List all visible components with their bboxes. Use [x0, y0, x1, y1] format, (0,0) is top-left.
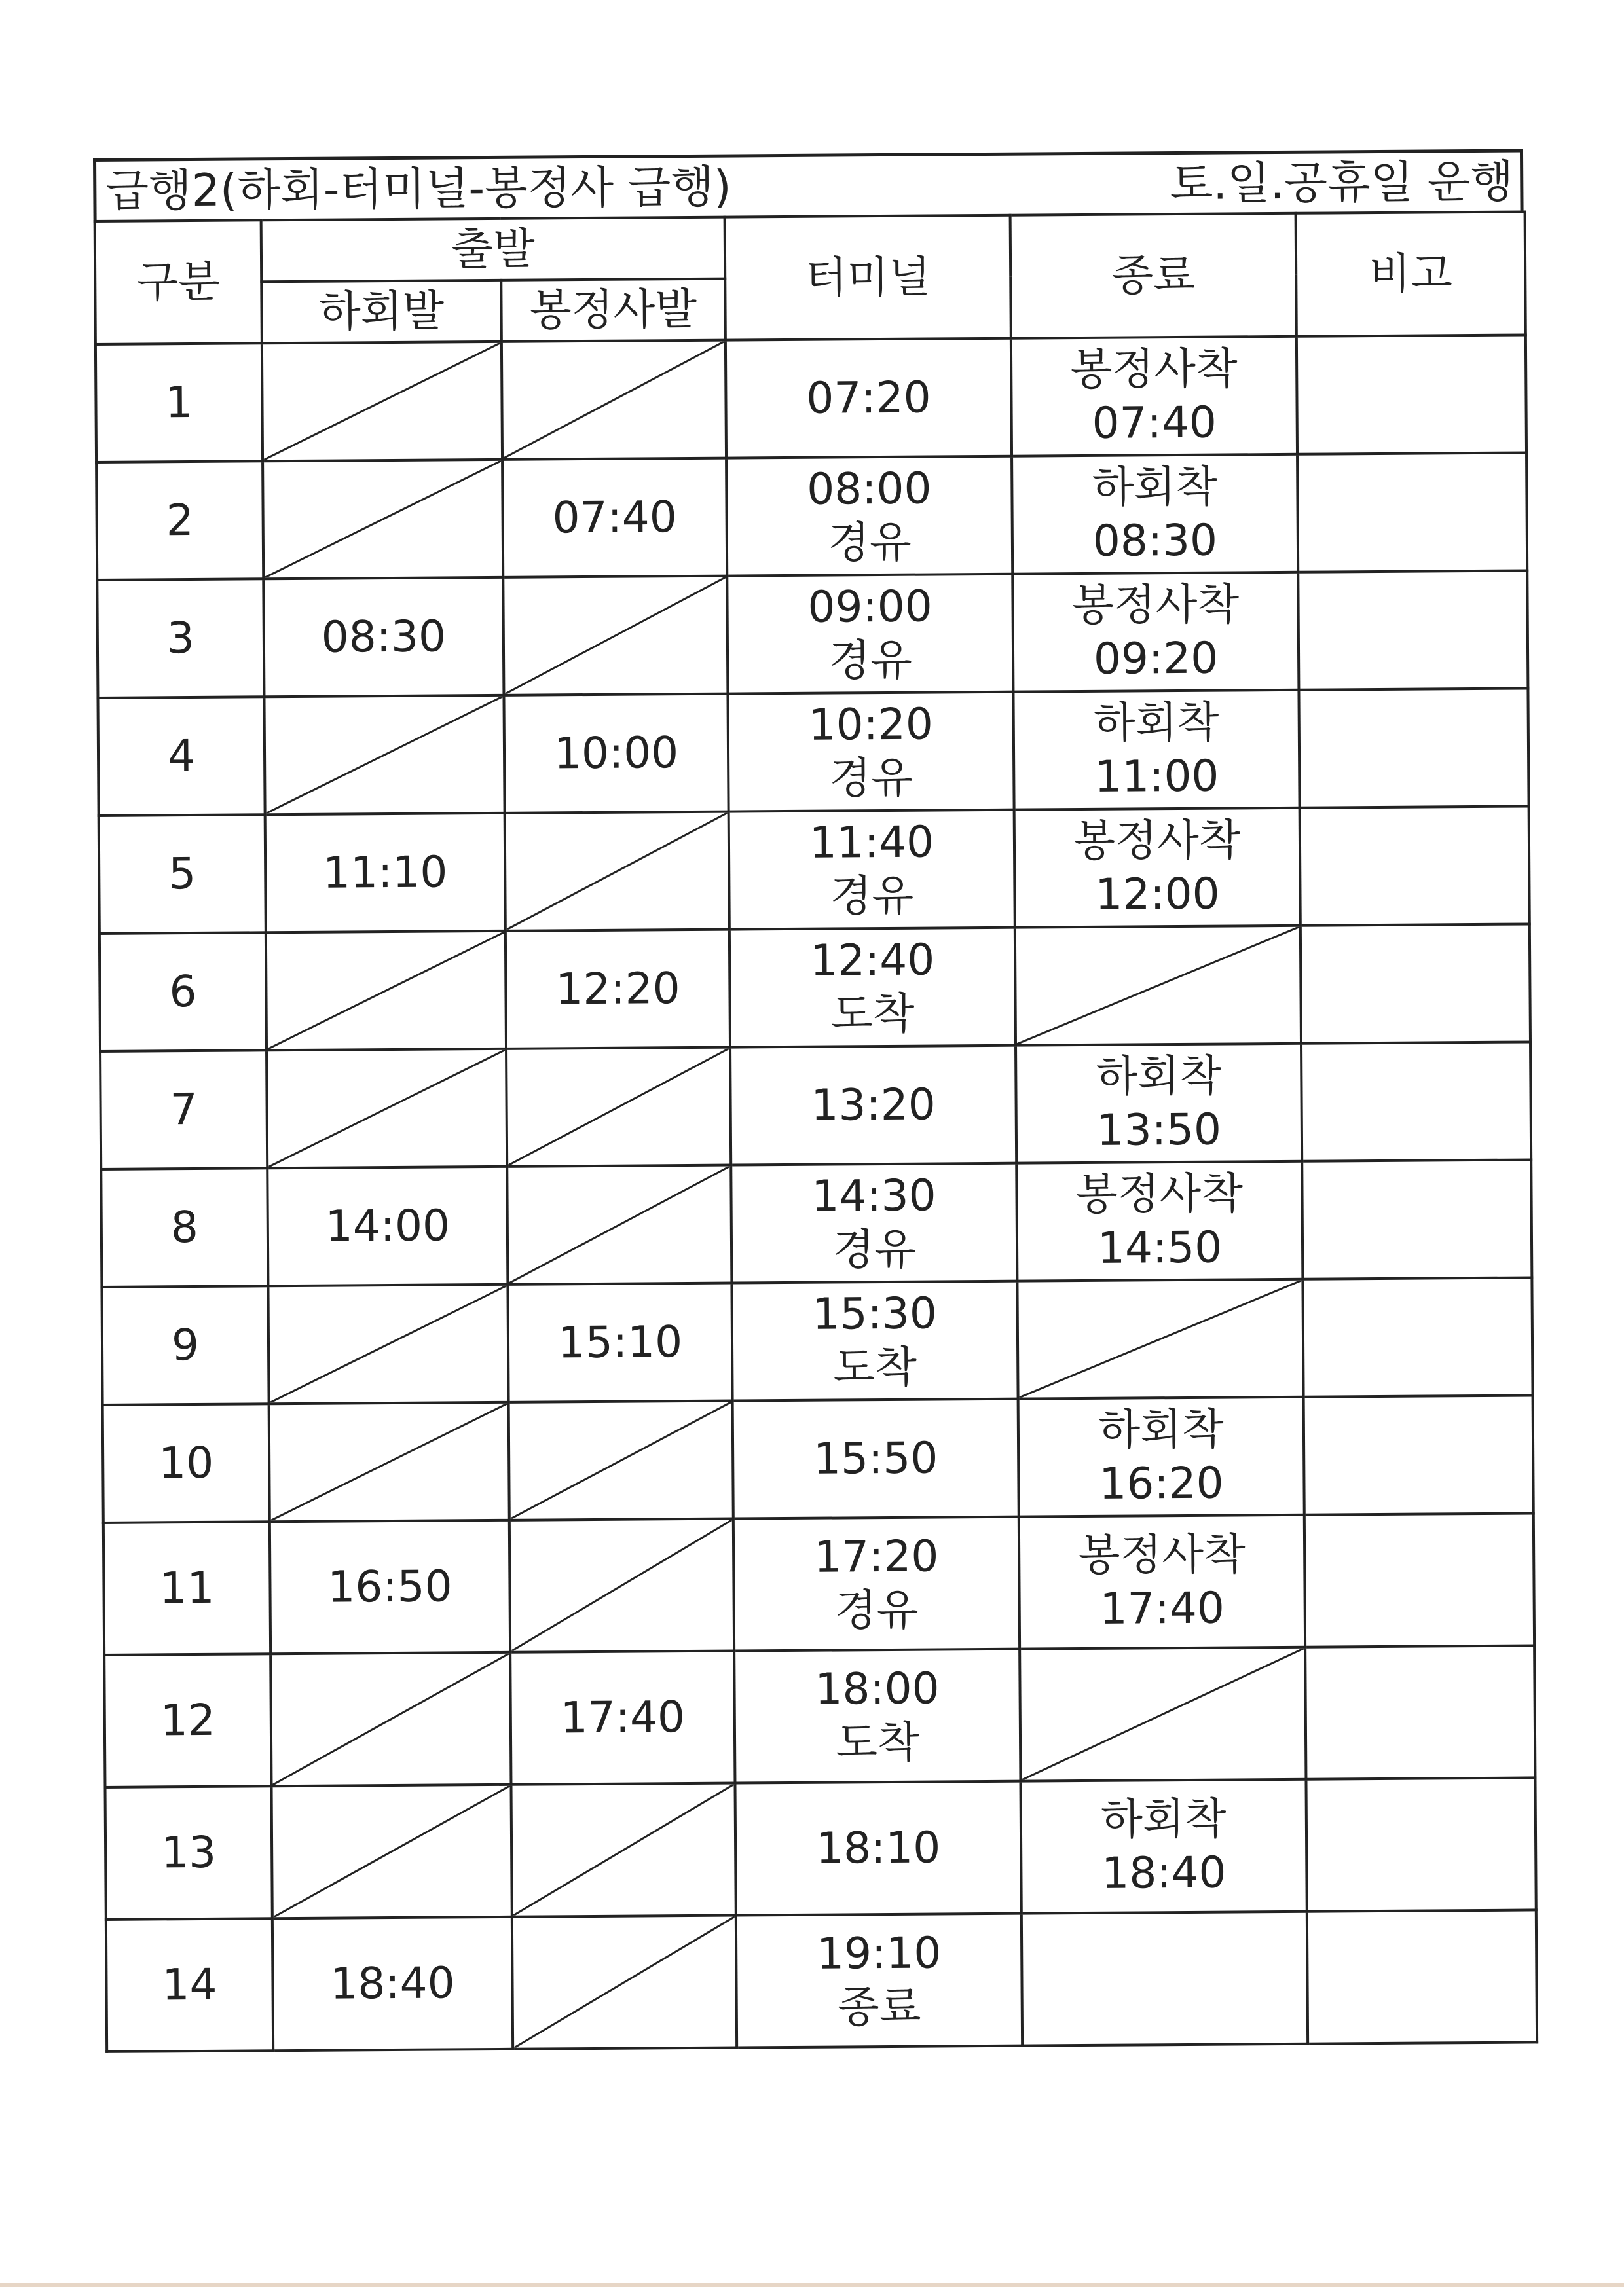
empty-slash-mark — [513, 1785, 735, 1916]
row-number: 11 — [103, 1522, 270, 1655]
empty-slash-mark — [510, 1402, 732, 1519]
end-time: 11:00 — [1094, 750, 1219, 802]
bongjeongsa-departure-cell: 10:00 — [504, 694, 728, 813]
header-bongjeongsa-departure: 봉정사발 — [501, 279, 726, 342]
empty-slash-mark — [1016, 927, 1300, 1044]
hahoe-departure-cell — [263, 460, 503, 579]
slash-line — [503, 342, 725, 458]
slash-line — [504, 577, 726, 694]
remarks-cell — [1301, 924, 1530, 1043]
remarks-cell — [1301, 1042, 1531, 1161]
slash-line — [513, 1785, 735, 1916]
end-cell — [1012, 572, 1299, 692]
terminal-time: 09:00 — [807, 581, 932, 632]
terminal-cell — [727, 574, 1013, 694]
row-number: 14 — [106, 1918, 273, 2052]
bongjeongsa-departure-cell — [505, 812, 729, 931]
terminal-time: 14:30 — [811, 1170, 936, 1222]
empty-slash-mark — [1018, 1281, 1302, 1398]
end-time: 16:20 — [1099, 1457, 1224, 1509]
empty-slash-mark — [272, 1654, 509, 1785]
row-number: 5 — [99, 814, 266, 934]
empty-slash-mark — [504, 577, 726, 694]
hahoe-departure-cell — [264, 695, 504, 814]
table-row — [101, 1277, 1532, 1404]
terminal-time: 08:00 — [807, 463, 932, 515]
end-place: 봉정사착 — [1071, 579, 1240, 631]
terminal-time: 18:10 — [815, 1822, 941, 1874]
terminal-note: 종료 — [837, 1981, 921, 2033]
bongjeongsa-departure-cell — [512, 1916, 737, 2049]
end-time: 17:40 — [1099, 1582, 1225, 1634]
remarks-cell — [1298, 570, 1528, 689]
row-number: 12 — [104, 1654, 271, 1787]
bongjeongsa-departure-cell: 15:10 — [507, 1283, 732, 1402]
end-cell — [1013, 690, 1299, 810]
remarks-cell — [1297, 335, 1526, 454]
bongjeongsa-departure-cell — [503, 576, 728, 695]
hahoe-departure-cell: 14:00 — [267, 1167, 507, 1286]
schedule-table — [94, 210, 1539, 2052]
header-departure: 출발 — [261, 217, 726, 282]
table-row — [96, 452, 1527, 579]
slash-line — [510, 1402, 732, 1519]
remarks-cell — [1302, 1159, 1532, 1279]
end-cell — [1019, 1515, 1305, 1649]
remarks-cell — [1304, 1395, 1534, 1514]
terminal-note: 경유 — [832, 1224, 917, 1275]
empty-slash-mark — [263, 343, 501, 460]
terminal-cell — [734, 1649, 1020, 1783]
terminal-time: 13:20 — [811, 1079, 936, 1131]
bongjeongsa-departure-cell — [502, 340, 726, 460]
end-cell — [1022, 1912, 1308, 2046]
hahoe-departure-cell: 11:10 — [265, 813, 506, 932]
table-row — [100, 1042, 1531, 1169]
terminal-note: 경유 — [834, 1584, 919, 1636]
terminal-time: 18:00 — [815, 1663, 940, 1715]
empty-slash-mark — [513, 1917, 735, 2048]
table-row — [97, 570, 1528, 697]
table-row — [106, 1910, 1537, 2051]
slash-line — [267, 932, 505, 1049]
bongjeongsa-departure-cell — [509, 1519, 734, 1652]
hahoe-departure-cell: 18:40 — [272, 1917, 513, 2050]
end-cell — [1012, 454, 1298, 574]
bongjeongsa-departure-cell: 12:20 — [506, 930, 730, 1049]
slash-line — [1016, 927, 1300, 1044]
slash-line — [507, 1049, 729, 1165]
table-row — [100, 924, 1530, 1051]
end-cell — [1017, 1279, 1303, 1399]
terminal-cell — [729, 928, 1016, 1048]
hahoe-departure-cell — [262, 342, 502, 461]
title-bar — [93, 149, 1524, 220]
end-cell — [1011, 337, 1297, 456]
empty-slash-mark — [1021, 1649, 1304, 1780]
table-row — [96, 335, 1526, 462]
bongjeongsa-departure-cell — [511, 1783, 735, 1917]
bongjeongsa-departure-cell: 17:40 — [510, 1651, 735, 1785]
slash-line — [264, 461, 502, 577]
end-place: 하회착 — [1096, 1050, 1222, 1102]
bongjeongsa-departure-cell — [507, 1165, 731, 1285]
slash-line — [508, 1167, 730, 1283]
row-number: 7 — [100, 1050, 267, 1169]
empty-slash-mark — [270, 1404, 508, 1520]
table-row — [98, 688, 1528, 815]
slash-line — [513, 1917, 735, 2048]
page-edge-line — [0, 2283, 1624, 2287]
row-number: 2 — [96, 461, 263, 580]
terminal-note: 경유 — [827, 517, 912, 568]
table-row — [101, 1159, 1532, 1286]
table-row — [103, 1395, 1534, 1522]
end-time: 07:40 — [1092, 397, 1217, 448]
end-cell — [1020, 1779, 1306, 1914]
empty-slash-mark — [269, 1286, 507, 1402]
end-place: 봉정사착 — [1078, 1529, 1246, 1581]
end-cell — [1016, 1044, 1302, 1163]
row-number: 6 — [100, 932, 267, 1051]
end-cell — [1015, 926, 1301, 1046]
terminal-cell — [735, 1781, 1021, 1916]
remarks-cell — [1306, 1777, 1536, 1911]
empty-slash-mark — [273, 1786, 511, 1917]
slash-line — [268, 1050, 506, 1167]
header-end: 종료 — [1010, 213, 1297, 338]
slash-line — [265, 697, 503, 813]
table-row — [99, 806, 1530, 933]
empty-slash-mark — [507, 1049, 729, 1165]
terminal-cell — [729, 810, 1015, 930]
table-row — [104, 1645, 1535, 1787]
slash-line — [506, 813, 728, 930]
timetable-sheet — [93, 149, 1541, 2069]
row-number: 13 — [105, 1786, 272, 1920]
end-time: 08:30 — [1092, 515, 1218, 566]
end-place: 봉정사착 — [1073, 814, 1241, 867]
terminal-note: 도착 — [830, 988, 915, 1040]
terminal-cell — [733, 1399, 1019, 1519]
end-time: 14:50 — [1097, 1222, 1223, 1273]
slash-line — [269, 1286, 507, 1402]
slash-line — [1021, 1649, 1304, 1780]
terminal-time: 07:20 — [806, 372, 931, 424]
row-number: 10 — [103, 1404, 270, 1523]
hahoe-departure-cell — [268, 1285, 508, 1404]
remarks-cell — [1304, 1513, 1534, 1647]
remarks-cell — [1305, 1645, 1535, 1779]
row-number: 4 — [98, 697, 265, 816]
end-place: 하회착 — [1098, 1404, 1224, 1455]
terminal-cell — [731, 1281, 1018, 1401]
terminal-note: 경유 — [828, 634, 913, 686]
end-place: 하회착 — [1092, 461, 1218, 513]
end-cell — [1016, 1161, 1302, 1281]
remarks-cell — [1300, 806, 1530, 925]
empty-slash-mark — [267, 932, 505, 1049]
end-place: 하회착 — [1093, 697, 1219, 748]
row-number: 1 — [96, 343, 263, 462]
terminal-cell — [733, 1517, 1020, 1651]
end-place: 봉정사착 — [1075, 1168, 1244, 1220]
terminal-cell — [730, 1046, 1016, 1165]
terminal-cell — [736, 1914, 1022, 2048]
hahoe-departure-cell — [267, 1049, 507, 1168]
bongjeongsa-departure-cell — [506, 1048, 731, 1167]
terminal-time: 12:40 — [809, 934, 935, 986]
empty-slash-mark — [508, 1167, 730, 1283]
terminal-time: 15:30 — [812, 1288, 938, 1339]
end-time: 13:50 — [1096, 1104, 1222, 1156]
terminal-note: 경유 — [830, 870, 914, 922]
empty-slash-mark — [264, 461, 502, 577]
end-place: 봉정사착 — [1070, 343, 1238, 395]
route-title: 급행2(하회-터미널-봉정사 급행) — [105, 161, 731, 217]
hahoe-departure-cell — [266, 931, 506, 1050]
row-number: 9 — [101, 1286, 268, 1405]
hahoe-departure-cell: 08:30 — [263, 577, 504, 697]
terminal-time: 17:20 — [813, 1531, 939, 1582]
terminal-cell — [728, 692, 1014, 812]
empty-slash-mark — [268, 1050, 506, 1167]
slash-line — [263, 343, 501, 460]
remarks-cell — [1307, 1910, 1537, 2043]
header-hahoe-departure: 하회발 — [261, 280, 502, 343]
terminal-cell — [731, 1163, 1017, 1283]
hahoe-departure-cell — [269, 1402, 509, 1522]
end-time: 12:00 — [1095, 868, 1220, 920]
hahoe-departure-cell — [271, 1785, 511, 1918]
empty-slash-mark — [511, 1520, 733, 1651]
terminal-note: 도착 — [836, 1717, 920, 1768]
table-row — [105, 1777, 1536, 1919]
empty-slash-mark — [506, 813, 728, 930]
row-number: 3 — [97, 579, 264, 698]
terminal-time: 10:20 — [808, 699, 934, 750]
end-time: 18:40 — [1101, 1847, 1227, 1899]
terminal-time: 15:50 — [813, 1432, 938, 1484]
schedule-rows — [96, 335, 1537, 2051]
remarks-cell — [1299, 688, 1528, 807]
table-row — [103, 1513, 1534, 1654]
terminal-note: 경유 — [829, 752, 913, 804]
header-remarks: 비고 — [1296, 211, 1526, 336]
slash-line — [270, 1404, 508, 1520]
header-category: 구분 — [95, 220, 262, 344]
terminal-time: 19:10 — [816, 1927, 942, 1979]
slash-line — [511, 1520, 733, 1651]
terminal-cell — [726, 338, 1012, 458]
end-cell — [1014, 808, 1301, 928]
end-cell — [1018, 1397, 1304, 1517]
end-place: 하회착 — [1100, 1793, 1227, 1845]
header-terminal: 터미널 — [725, 215, 1011, 340]
operation-days: 토.일.공휴일 운행 — [1170, 156, 1514, 211]
row-number: 8 — [101, 1168, 268, 1287]
slash-line — [273, 1786, 511, 1917]
terminal-cell — [726, 456, 1012, 576]
terminal-note: 도착 — [833, 1341, 917, 1393]
slash-line — [1018, 1281, 1302, 1398]
bongjeongsa-departure-cell: 07:40 — [502, 458, 727, 577]
empty-slash-mark — [265, 697, 503, 813]
hahoe-departure-cell: 16:50 — [270, 1520, 510, 1654]
remarks-cell — [1302, 1277, 1532, 1396]
end-cell — [1020, 1647, 1306, 1781]
slash-line — [272, 1654, 509, 1785]
remarks-cell — [1297, 452, 1527, 572]
hahoe-departure-cell — [270, 1652, 511, 1786]
empty-slash-mark — [503, 342, 725, 458]
bongjeongsa-departure-cell — [509, 1401, 733, 1520]
terminal-time: 11:40 — [809, 816, 934, 868]
end-time: 09:20 — [1093, 632, 1219, 684]
